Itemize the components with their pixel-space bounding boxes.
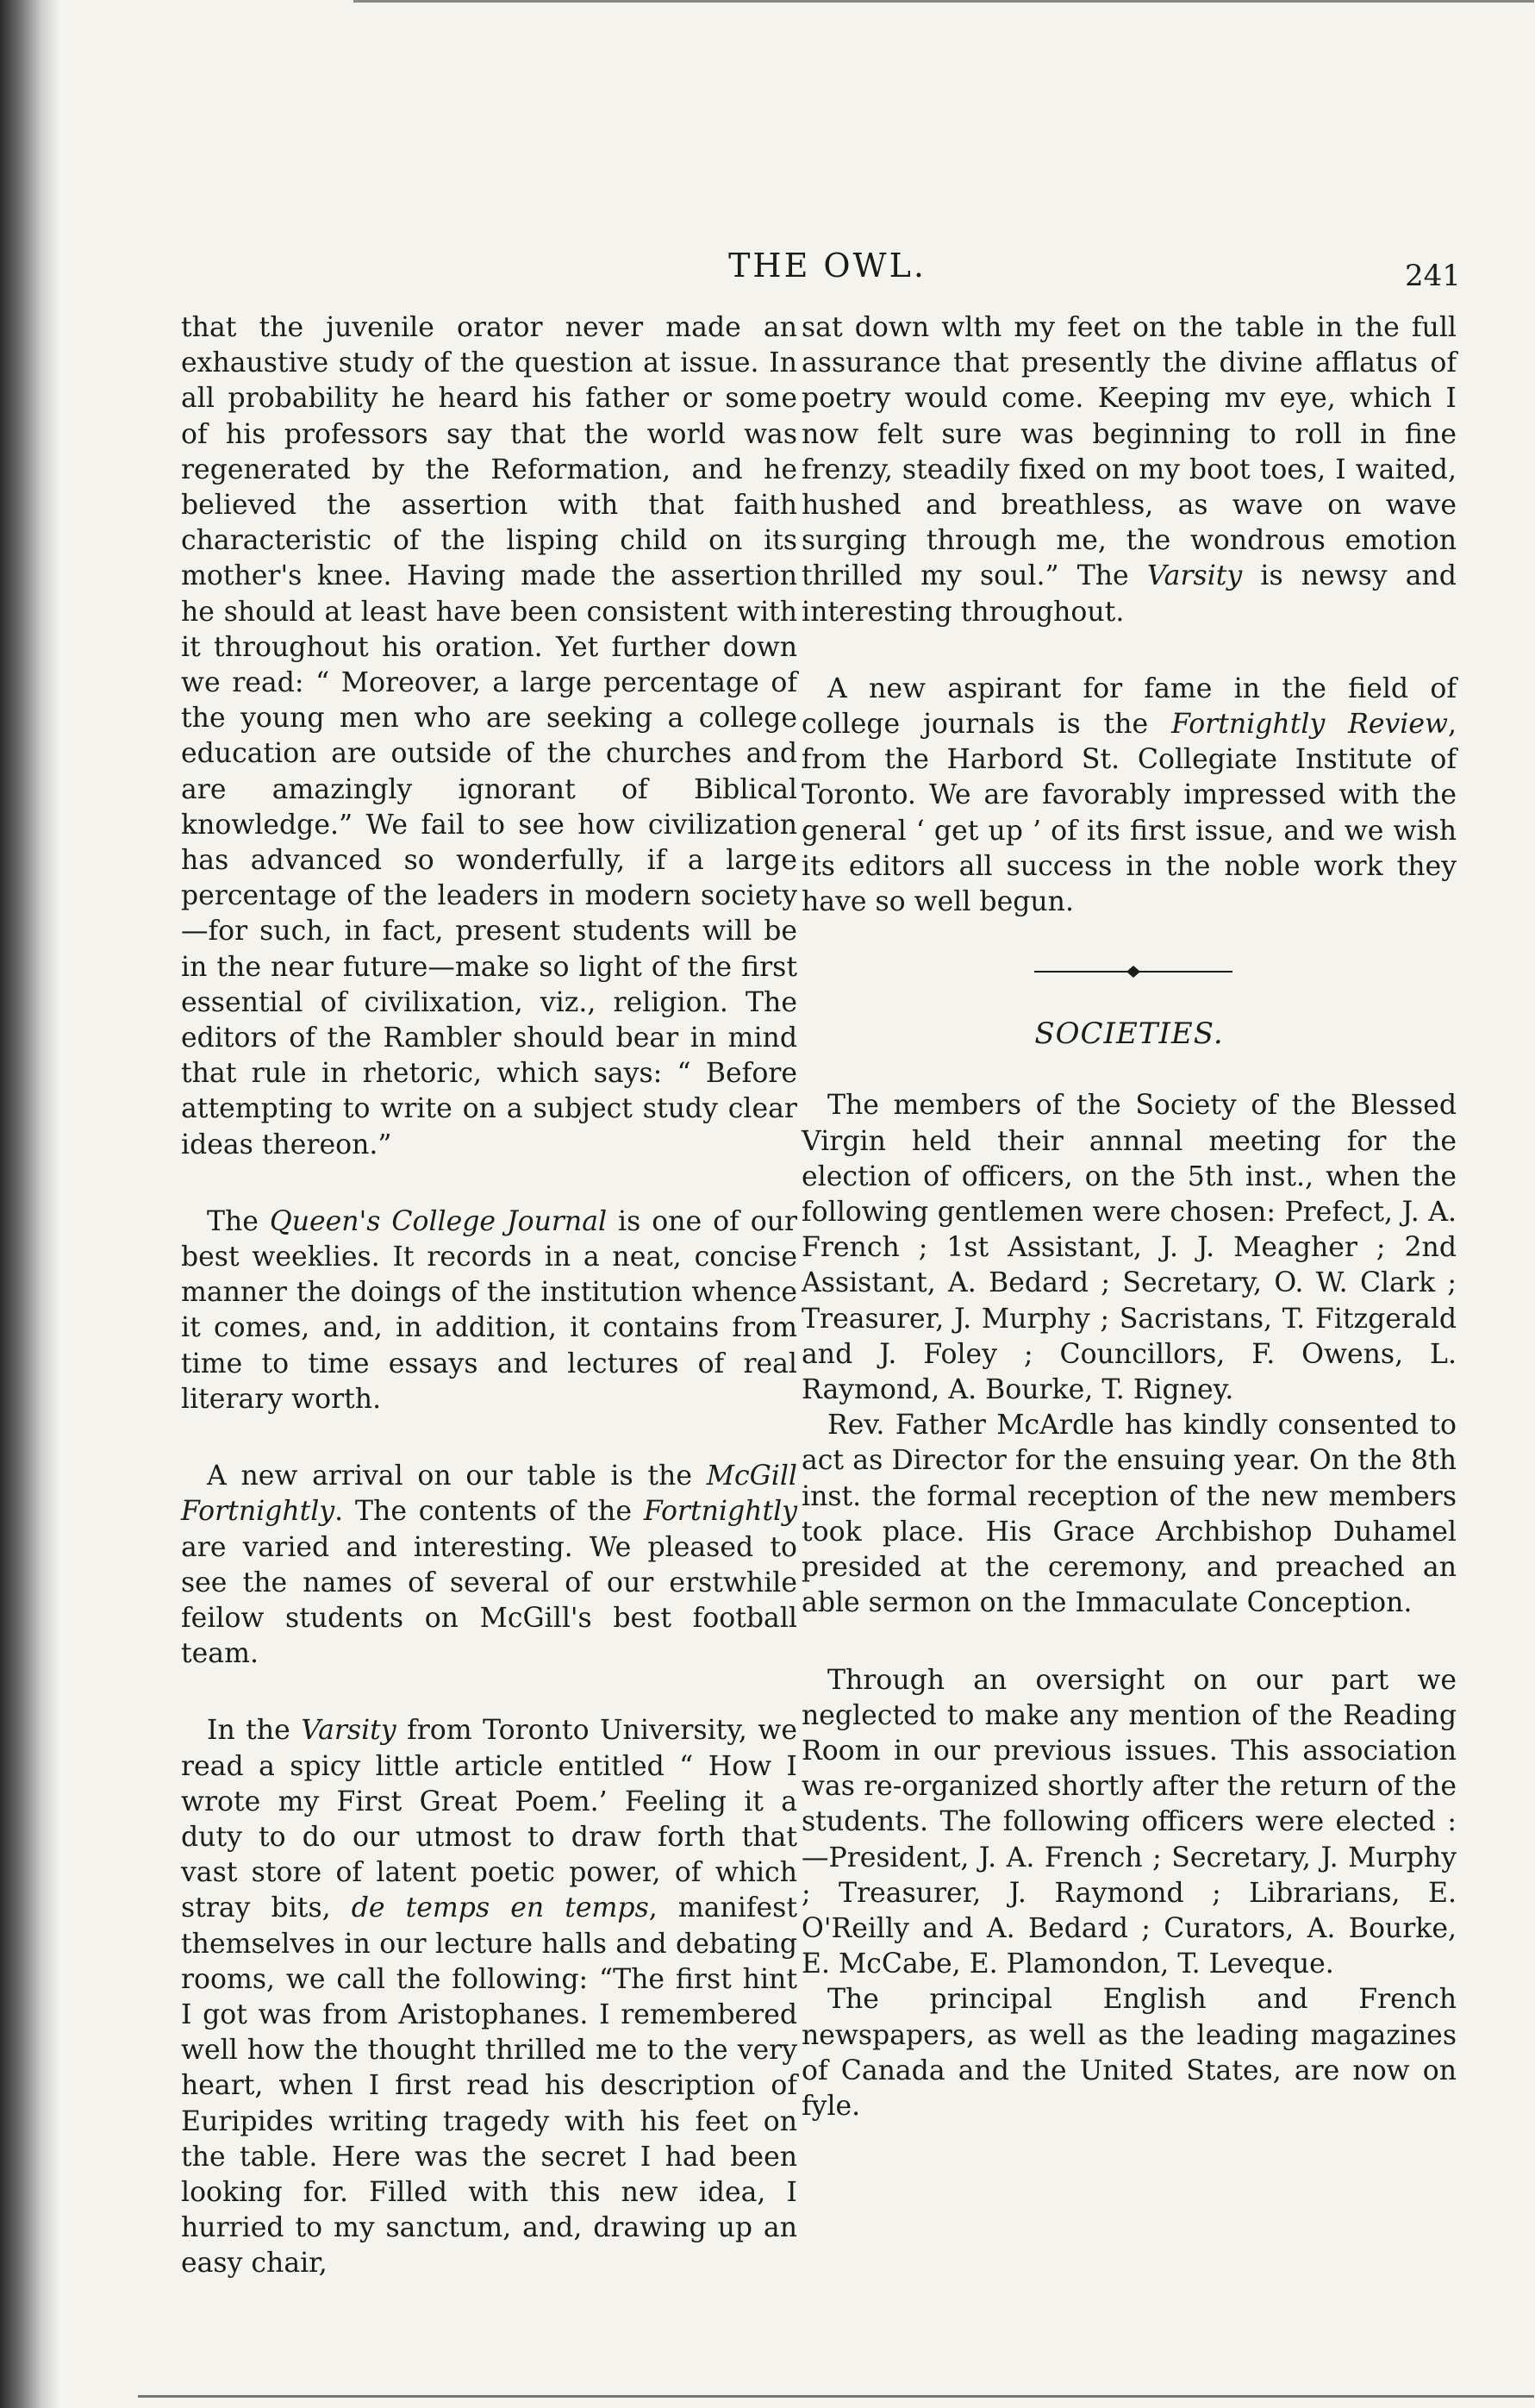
left-paragraph-1: that the juvenile orator never made an exhaustive study of the question at issue. In all probability he heard his father or some of his professors say that the world was regenerated by the Reformation, and he believed the assertion with that faith characteristic of the lisping child on its mother's knee. Having made the assertion he should at least have been consistent with it throughout his oration. Yet further down we read: “ Moreover, a large percentage of the young men who are seeking a college education are outside of the churches and are amazingly ignorant of Biblical knowledge.” We fail to see how civilization has advanced so wonderfully, if a large percentage of the leaders in modern society—for such, in fact, present students will be in the near future—make so light of the first essential of civilixation, viz., religion. The editors of the Rambler should bear in mind that rule in rhetoric, which says: “ Before attempting to write on a subject study clear ideas thereon.” [181, 312, 797, 1160]
top-edge-rule [353, 0, 1534, 3]
journal-title: Varsity [301, 1715, 396, 1747]
bottom-edge-rule [138, 2395, 1534, 2398]
right-paragraph-6: The principal English and French newspapers, as well as the leading magazines of Canada and the United States, are now on fyle. [802, 1984, 1457, 2122]
section-heading: SOCIETIES. [1034, 1016, 1224, 1052]
journal-title: Queen's College Journal [269, 1205, 608, 1237]
book-binding-shadow [0, 0, 60, 2408]
foreign-phrase: de temps en temps [351, 1892, 649, 1924]
right-paragraph-4: Rev. Father McArdle has kindly consented to act as Director for the ensuing year. On the 8th inst. the formal reception of the new members took place. His Grace Archbishop Duhamel presided at the ceremony, and preached an able sermon on the Immaculate Conception. [802, 1410, 1457, 1619]
section-divider [802, 946, 1457, 998]
right-paragraph-3: The members of the Society of the Blessed Virgin held their annnal meeting for the election of officers, on the 5th inst., when the following gentlemen were chosen: Prefect, J. A. French ; 1st Assistant, J. J. Meagher ; 2nd Assistant, A. Bedard ; Secretary, O. W. Clark ; Treasurer, J. Murphy ; Sacristans, T. Fitzgerald and J. Foley ; Councillors, F. Owens, L. Raymond, A. Bourke, T. Rigney. [802, 1090, 1457, 1406]
left-paragraph-3: A new arrival on our table is the McGill Fortnightly. The contents of the Fortnightly are varied and interesting. We pleased to see the names of several of our erstwhile feilow students on McGill's best football team. [181, 1460, 797, 1670]
left-paragraph-4: In the Varsity from Toronto University, we read a spicy little article entitled “ How I wrote my First Great Poem.’ Feeling it a duty to do our utmost to draw forth that vast store of latent poetic power, of which stray bits, de temps en temps, manifest themselves in our lecture halls and debating rooms, we call the following: “The first hint I got was from Aristophanes. I remembered well how the thought thrilled me to the very heart, when I first read his description of Euripides writing tragedy with his feet on the table. Here was the secret I had been looking for. Filled with this new idea, I hurried to my sanctum, and, drawing up an easy chair, [181, 1715, 797, 2280]
left-column [181, 310, 797, 2282]
right-paragraph-1: sat down wlth my feet on the table in the full assurance that presently the divine afflatus of poetry would come. Keeping mv eye, which I now felt sure was beginning to roll in fine frenzy, steadily fixed on my boot toes, I waited, hushed and breathless, as wave on wave surging through me, the wondrous emotion thrilled my soul.” The Varsity is newsy and interesting throughout. [802, 312, 1457, 628]
journal-title: Fortnightly [643, 1496, 797, 1528]
journal-title: McGill Fortnightly [181, 1460, 797, 1528]
right-paragraph-2: A new aspirant for fame in the field of college journals is the Fortnightly Review, from the Harbord St. Collegiate Institute of Toronto. We are favorably impressed with the general ‘ get up ’ of its first issue, and we wish its editors all success in the noble work they have so well begun. [802, 672, 1457, 918]
page-number: 241 [1405, 259, 1461, 293]
journal-title: Varsity [1146, 560, 1243, 592]
left-paragraph-2: The Queen's College Journal is one of our best weeklies. It records in a neat, concise manner the doings of the institution whence it comes, and, in addition, it contains from time to time essays and lectures of real literary worth. [181, 1205, 798, 1415]
running-title: THE OWL. [728, 247, 927, 285]
right-column [802, 310, 1457, 2124]
right-paragraph-5: Through an oversight on our part we neglected to make any mention of the Reading Room in our previous issues. This association was re-organized shortly after the return of the students. The following officers were elected :—President, J. A. French ; Secretary, J. Murphy ; Treasurer, J. Raymond ; Librarians, E. O'Reilly and A. Bedard ; Curators, A. Bourke, E. McCabe, E. Plamondon, T. Leveque. [802, 1664, 1457, 1980]
divider-ornament-icon [1034, 963, 1232, 980]
journal-title: Fortnightly Review [1171, 709, 1448, 741]
